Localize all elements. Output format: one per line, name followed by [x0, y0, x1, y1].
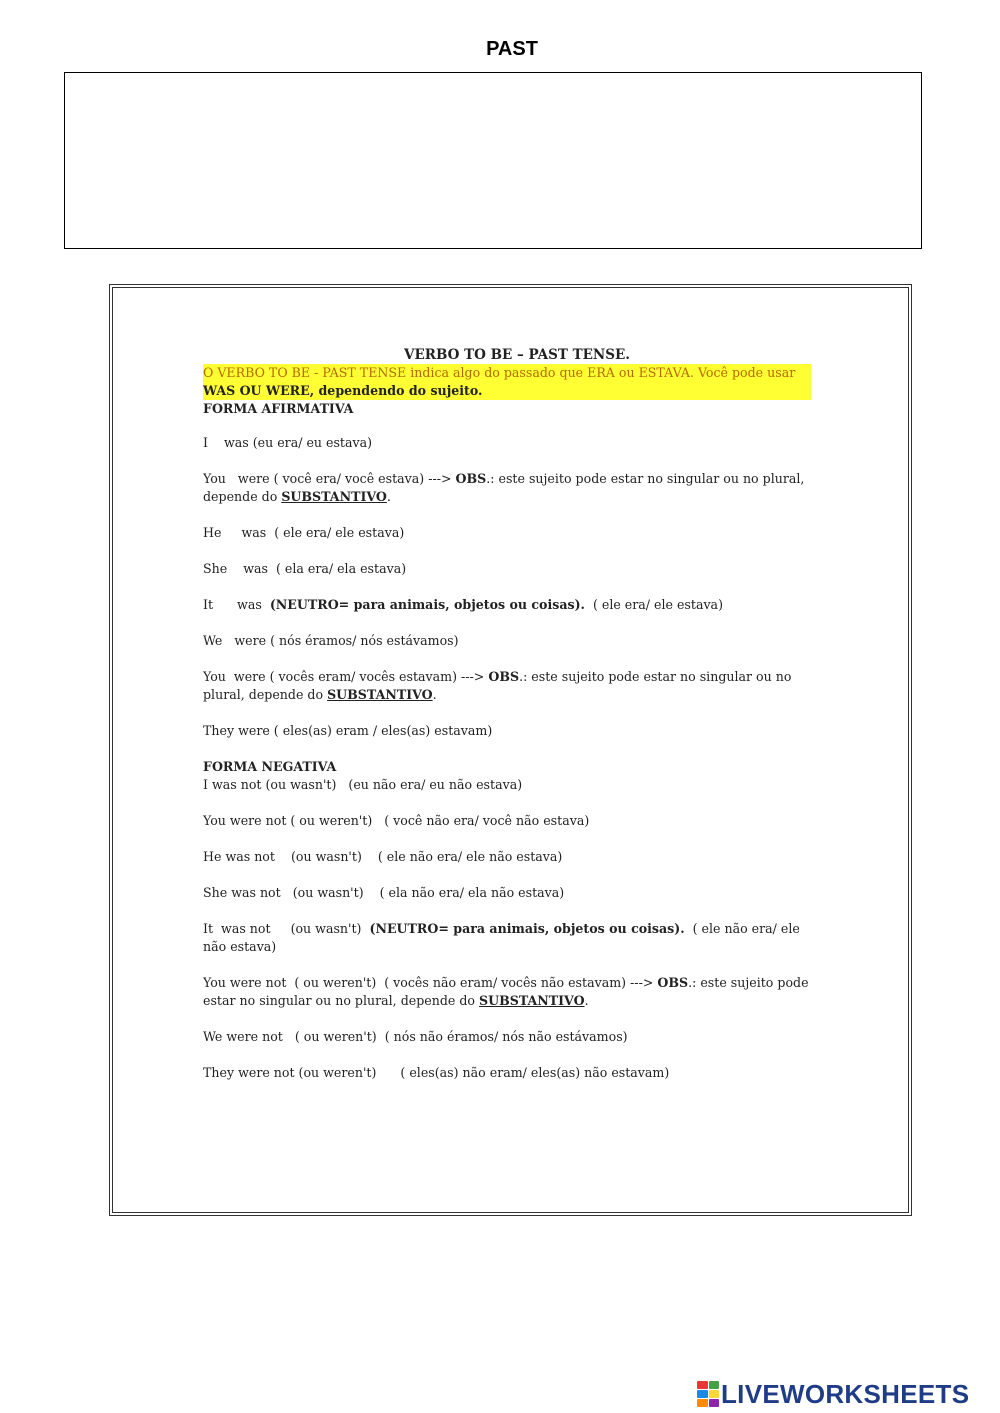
- negative-line: You were not ( ou weren't) ( você não era/ você não estava): [203, 813, 590, 828]
- negative-list: [203, 776, 823, 1082]
- affirmative-title: FORMA AFIRMATIVA: [203, 401, 354, 416]
- negative-line: They were not (ou weren't) ( eles(as) não eram/ eles(as) não estavam): [203, 1065, 670, 1080]
- negative-line: You were not ( ou weren't) ( vocês não eram/ vocês não estavam) ---> OBS.: este sujeito pode estar no singular ou no plural, depende do SUBSTANTIVO.: [203, 975, 813, 1008]
- negative-title: FORMA NEGATIVA: [203, 759, 337, 774]
- negative-line: I was not (ou wasn't) (eu não era/ eu não estava): [203, 777, 523, 792]
- intro-highlight: [203, 364, 811, 400]
- affirmative-line: You were ( vocês eram/ vocês estavam) ---> OBS.: este sujeito pode estar no singular ou no plural, depende do SUBSTANTIVO.: [203, 669, 796, 702]
- negative-line: She was not (ou wasn't) ( ela não era/ ela não estava): [203, 885, 565, 900]
- intro-text: O VERBO TO BE - PAST TENSE indica algo do passado que ERA ou ESTAVA. Você pode usar: [203, 365, 800, 380]
- worksheet-image-frame: [109, 284, 912, 1216]
- affirmative-line: It was (NEUTRO= para animais, objetos ou coisas). ( ele era/ ele estava): [203, 597, 723, 612]
- affirmative-line: She was ( ela era/ ela estava): [203, 561, 407, 576]
- liveworksheets-brand[interactable]: [697, 1378, 969, 1410]
- liveworksheets-wordmark: LIVEWORKSHEETS: [721, 1378, 970, 1409]
- liveworksheets-logo-icon: [697, 1381, 719, 1407]
- affirmative-line: I was (eu era/ eu estava): [203, 435, 373, 450]
- negative-line: We were not ( ou weren't) ( nós não éramos/ nós não estávamos): [203, 1029, 628, 1044]
- negative-line: It was not (ou wasn't) (NEUTRO= para animais, objetos ou coisas). ( ele não era/ ele não estava): [203, 921, 804, 954]
- affirmative-line: You were ( você era/ você estava) ---> OBS.: este sujeito pode estar no singular ou no plural, depende do SUBSTANTIVO.: [203, 471, 809, 504]
- answer-box[interactable]: [64, 72, 922, 249]
- affirmative-line: We were ( nós éramos/ nós estávamos): [203, 633, 459, 648]
- page-title: PAST: [486, 38, 538, 60]
- affirmative-line: He was ( ele era/ ele estava): [203, 525, 405, 540]
- negative-line: He was not (ou wasn't) ( ele não era/ ele não estava): [203, 849, 563, 864]
- intro-bold: WAS OU WERE, dependendo do sujeito.: [203, 383, 483, 398]
- worksheet-content: [203, 346, 823, 1082]
- worksheet-heading: VERBO TO BE – PAST TENSE.: [403, 347, 630, 363]
- affirmative-line: They were ( eles(as) eram / eles(as) estavam): [203, 723, 493, 738]
- affirmative-list: [203, 418, 823, 740]
